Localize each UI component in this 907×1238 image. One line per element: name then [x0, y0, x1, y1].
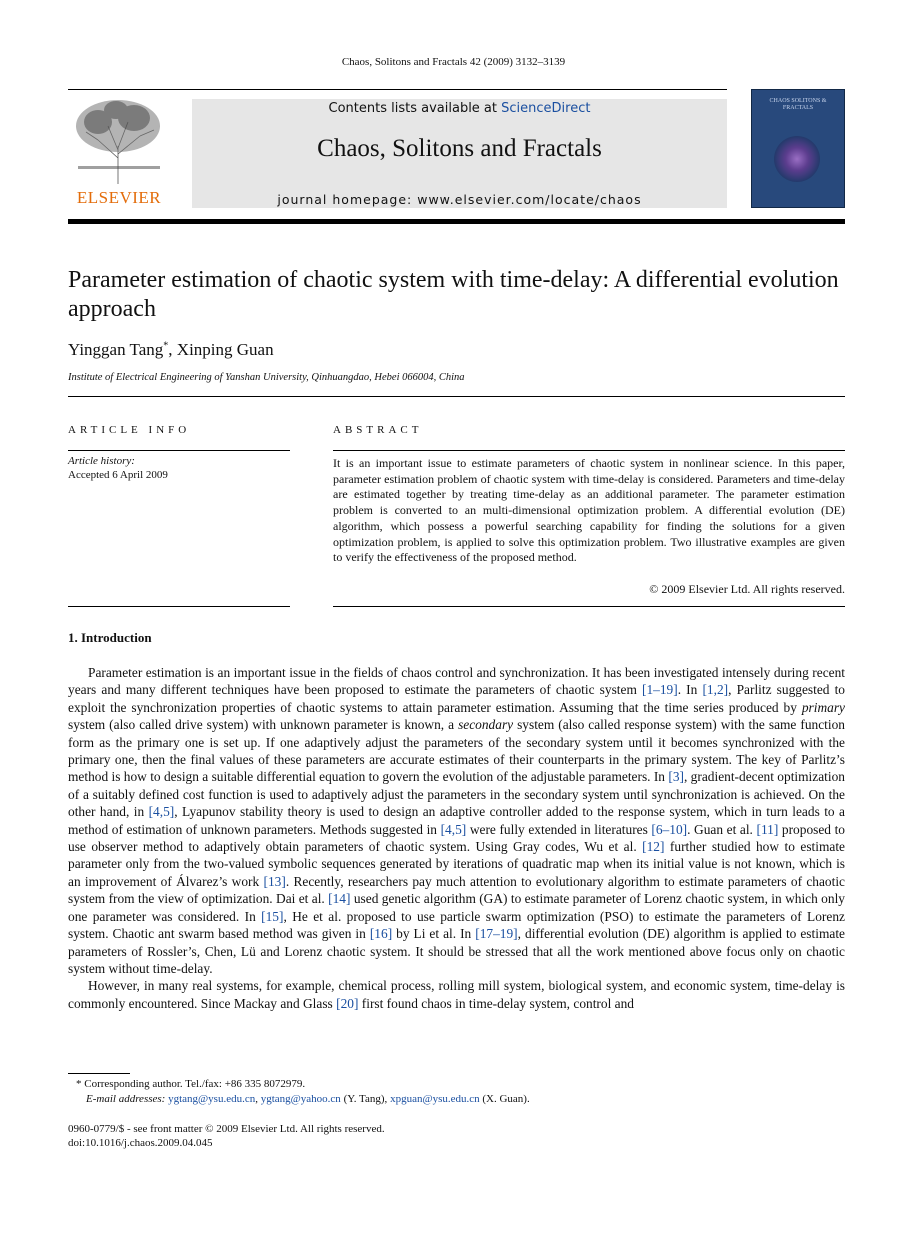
citation-link[interactable]: [1,2] [702, 682, 729, 698]
text-run: , [255, 1093, 261, 1105]
doi[interactable]: doi:10.1016/j.chaos.2009.04.045 [68, 1137, 213, 1149]
divider [68, 450, 290, 451]
journal-masthead [192, 99, 727, 208]
text-run: (Y. Tang), [340, 1093, 391, 1105]
emphasis: primary [801, 699, 845, 715]
header-rule [68, 219, 845, 224]
email-label: E-mail addresses: [86, 1093, 166, 1105]
author-separator: , [168, 340, 177, 359]
citation-link[interactable]: [4,5] [440, 821, 467, 837]
journal-title: Chaos, Solitons and Fractals [317, 135, 602, 162]
text-run: by Li et al. In [392, 926, 476, 942]
text-run: Parameter estimation is an important issue in the fields of chaos control and synchronization. It has been investigated intensely during recent years and many different techniques have been proposed to estimate the parameters of chaotic system [68, 665, 845, 698]
text-run: , Parlitz suggested to exploit the synchronization properties of chaotic systems to attain parameter estimation. Assuming that the time series produced by [68, 682, 846, 715]
contents-line [192, 101, 727, 116]
contents-prefix: Contents lists available at [328, 101, 502, 116]
citation-link[interactable]: [15] [261, 908, 284, 924]
email-link[interactable]: ygtang@yahoo.cn [260, 1093, 341, 1105]
cover-title: CHAOS SOLITONS & FRACTALS [769, 98, 827, 111]
text-run: However, in many real systems, for example, chemical process, rolling mill system, biological system, and economic system, time-delay is commonly encountered. Since Mackay and Glass [68, 978, 845, 1011]
text-run: , gradient-decent optimization of a suitably defined cost function is used to adaptively adjust the parameters in the secondary system until synchronization is achieved. On the other hand, in [68, 769, 845, 820]
text-run: used genetic algorithm (GA) to estimate parameter of Lorenz chaotic system, in which only one parameter was considered. In [68, 891, 845, 924]
article-info-heading: ARTICLE INFO [68, 424, 191, 436]
citation-link[interactable]: [16] [369, 926, 393, 942]
accepted-date: Accepted 6 April 2009 [68, 469, 168, 481]
text-run: , differential evolution (DE) algorithm is applied to estimate parameters of Rossler’s, Chen, Lü and Lorenz chaotic system. It should be stressed that all the work mentioned above focus only on chaotic system without time-delay. [68, 926, 845, 976]
author-list [68, 340, 274, 360]
corresponding-footnote: * Corresponding author. Tel./fax: +86 335 8072979. [76, 1078, 306, 1090]
author-name[interactable]: Yinggan Tang [68, 340, 164, 359]
divider [68, 396, 845, 397]
text-run: . Guan et al. [687, 821, 757, 837]
email-footnote [86, 1093, 530, 1105]
publisher-logo[interactable] [68, 96, 170, 208]
tree-logo-icon [68, 96, 170, 186]
corresponding-mark[interactable]: * [163, 340, 169, 352]
body-text [68, 664, 845, 1012]
running-header: Chaos, Solitons and Fractals 42 (2009) 3132–3139 [341, 56, 566, 68]
citation-link[interactable]: [1–19] [642, 682, 678, 698]
section-heading: 1. Introduction [68, 630, 152, 645]
affiliation: Institute of Electrical Engineering of Yanshan University, Qinhuangdao, Hebei 066004, China [68, 372, 465, 383]
text-run: first found chaos in time-delay system, control and [358, 995, 634, 1011]
author-name[interactable]: Xinping Guan [176, 340, 274, 359]
top-rule [68, 89, 727, 90]
text-run: , Lyapunov stability theory is used to design an adaptive controller added to the response system, which in turn leads to a method of estimation of unknown parameters. Methods suggested in [68, 804, 845, 837]
divider [333, 450, 845, 451]
citation-link[interactable]: [11] [756, 821, 779, 837]
journal-cover-image[interactable] [751, 89, 845, 208]
abstract-text: It is an important issue to estimate parameters of chaotic system in nonlinear science. In this paper, parameter estimation problem of chaotic system with time-delay is considered. Parameters and time-delay are estimated together by treating time-delay as an additional parameter. The parameter estimation problem is converted to an multi-dimensional optimization problem. A differential evolution (DE) algorithm, which possess a powerful searching capability for finding the solutions for a given optimization problem, is applied to solve this optimization problem. Two illustrative examples are given to verify the effectiveness of the proposed method. [333, 456, 845, 565]
paragraph [68, 664, 845, 977]
text-run: system (also called response system) with the same function form as the primary one is set up. If one adaptively adjust the parameters of the secondary system until it becomes synchronized with the primary one, then the final values of these parameters are accurate estimates of their counterparts in the primary system. The key of Parlitz’s method is how to design a suitable differential equation to govern the evolution of the adjustable parameters. In [68, 717, 845, 785]
text-run: further studied how to estimate parameter only from the two-valued symbolic sequences generated by iterations of quadratic map when its initial value is not known, which is an improvement of Álvarez’s work [68, 839, 846, 889]
paragraph [68, 977, 845, 1012]
text-run: , He et al. proposed to use particle swarm optimization (PSO) to estimate the parameters of Lorenz system. Chaotic ant swarm based method was given in [68, 908, 845, 942]
cover-art [774, 136, 820, 182]
sciencedirect-link[interactable]: ScienceDirect [501, 101, 591, 116]
text-run: (X. Guan). [479, 1093, 530, 1105]
citation-link[interactable]: [13] [263, 873, 286, 889]
citation-link[interactable]: [14] [328, 891, 351, 907]
citation-link[interactable]: [4,5] [148, 804, 175, 820]
history-label: Article history: [68, 455, 135, 467]
citation-link[interactable]: [6–10] [651, 821, 688, 837]
citation-link[interactable]: [3] [668, 769, 684, 785]
elsevier-wordmark: ELSEVIER [76, 188, 162, 207]
copyright-notice: © 2009 Elsevier Ltd. All rights reserved. [649, 582, 845, 596]
text-run: . Recently, researchers pay much attention to evolutionary algorithm to estimate parameters of chaotic system from the view of optimization. Dai et al. [68, 873, 845, 907]
citation-link[interactable]: [12] [642, 839, 665, 855]
text-run: were fully extended in literatures [466, 821, 652, 837]
divider [68, 606, 290, 607]
front-matter-notice: 0960-0779/$ - see front matter © 2009 Elsevier Ltd. All rights reserved. [68, 1123, 385, 1135]
article-title: Parameter estimation of chaotic system with time-delay: A differential evolution approach [68, 267, 839, 322]
abstract-heading: ABSTRACT [333, 424, 423, 436]
journal-homepage[interactable]: journal homepage: www.elsevier.com/locate/chaos [277, 192, 642, 207]
email-link[interactable]: ygtang@ysu.edu.cn [168, 1093, 256, 1105]
citation-link[interactable]: [20] [336, 995, 359, 1011]
text-run: proposed to use observer method to adaptively obtain parameters of chaotic system. Using Gray codes, Wu et al. [68, 821, 845, 855]
footnote-rule [68, 1073, 130, 1074]
text-run: system (also called drive system) with unknown parameter is known, a [68, 717, 459, 733]
citation-link[interactable]: [17–19] [475, 926, 518, 942]
emphasis: secondary [458, 717, 514, 733]
email-link[interactable]: xpguan@ysu.edu.cn [390, 1093, 480, 1105]
divider [333, 606, 845, 607]
text-run: . In [677, 682, 703, 698]
